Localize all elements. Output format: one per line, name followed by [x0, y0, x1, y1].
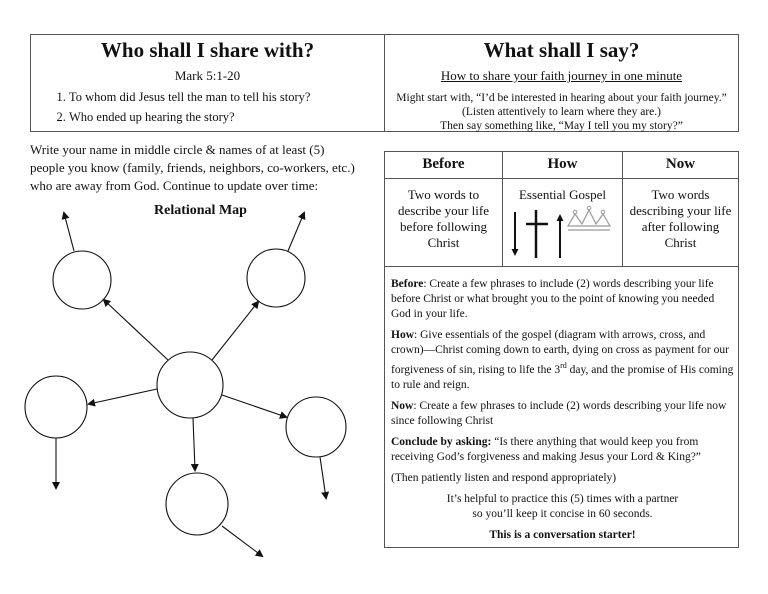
detail-text: : Give essentials of the gospel (diagram with arrows, cross, and crown)—Christ coming down to earth, dying on cross as payment for our forgiveness of sin, rising to life the 3 — [391, 329, 729, 376]
practice-line: It’s helpful to practice this (5) times with a partner — [446, 492, 679, 505]
say-line: (Listen attentively to learn where they are.) — [462, 106, 661, 118]
say-subtitle: How to share your faith journey in one minute — [440, 68, 683, 83]
story-table — [385, 152, 738, 267]
instruction-line: who are away from God. Continue to update over time: — [30, 178, 319, 193]
how-text: Essential Gospel — [518, 187, 606, 202]
arrow — [320, 457, 326, 498]
detail-label: Conclude by asking: — [391, 435, 492, 448]
detail-label: How — [391, 329, 414, 341]
arrow — [212, 302, 258, 360]
center-circle[interactable] — [157, 352, 223, 418]
before-column — [385, 152, 503, 266]
arrow — [64, 213, 74, 251]
how-header: How — [503, 152, 622, 179]
share-title: Who shall I share with? — [100, 38, 315, 62]
outer-circle[interactable] — [25, 376, 87, 438]
detail-before — [391, 277, 734, 322]
practice-line: so you’ll keep it concise in 60 seconds. — [472, 507, 653, 520]
share-question: 1. To whom did Jesus tell the man to tell his story? — [69, 87, 384, 107]
before-text: Two words to describe your life before following Christ — [398, 187, 489, 250]
detail-conclude — [391, 435, 734, 465]
share-reference: Mark 5:1-20 — [174, 68, 241, 83]
now-column — [623, 152, 738, 266]
say-title: What shall I say? — [483, 38, 640, 62]
detail-label: Before — [391, 278, 424, 290]
instruction-line: Write your name in middle circle & names of at least (5) — [30, 142, 325, 157]
detail-how — [391, 328, 734, 393]
now-text: Two words describing your life after following Christ — [629, 187, 732, 250]
arrow — [222, 395, 286, 417]
ordinal-suffix: rd — [560, 361, 567, 370]
arrow — [222, 526, 262, 556]
share-question: 2. Who ended up hearing the story? — [69, 107, 384, 127]
detail-label: Now — [391, 399, 414, 412]
before-header: Before — [385, 152, 502, 179]
detail-text: : Create a few phrases to include (2) words describing your life before Christ or what brought you to the point of knowing you needed God in your life. — [391, 278, 715, 320]
outer-circle[interactable] — [53, 251, 111, 309]
map-title: Relational Map — [154, 203, 247, 218]
how-column — [503, 152, 623, 266]
say-lines — [385, 91, 738, 133]
detail-listen: (Then patiently listen and respond appropriately) — [391, 471, 617, 484]
detail-now — [391, 399, 734, 429]
now-header: Now — [623, 152, 738, 179]
say-box — [384, 34, 739, 132]
gospel-diagram — [503, 204, 623, 262]
practice-note — [391, 492, 734, 522]
closing-note: This is a conversation starter! — [489, 528, 636, 541]
story-box — [384, 151, 739, 548]
detail-text: “Is there anything that would keep you from receiving God’s forgiveness and making Jesus your Lord & King?” — [391, 435, 701, 463]
arrow — [193, 418, 195, 470]
say-line: Then say something like, “May I tell you my story?” — [440, 120, 683, 132]
crown-icon — [568, 210, 610, 226]
outer-circle[interactable] — [286, 397, 346, 457]
outer-circle[interactable] — [247, 249, 305, 307]
arrow — [104, 300, 168, 360]
arrow — [288, 213, 304, 251]
detail-text: day, and the promise of His coming to rule and reign. — [391, 363, 734, 391]
instruction-line: people you know (family, friends, neighbors, co-workers, etc.) — [30, 160, 355, 175]
arrow — [89, 389, 157, 404]
details — [391, 277, 734, 549]
outer-circle[interactable] — [166, 473, 228, 535]
detail-text: : Create a few phrases to include (2) words describing your life now since following Christ — [391, 399, 727, 427]
say-line: Might start with, “I’d be interested in hearing about your faith journey.” — [396, 92, 727, 104]
